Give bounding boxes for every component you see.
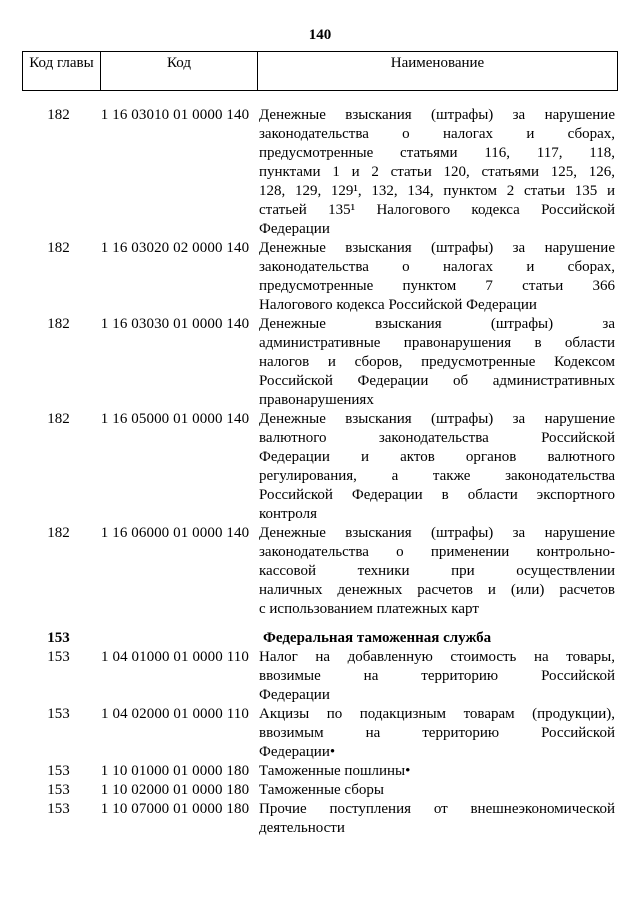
table-row [22, 781, 618, 800]
name-line: Таможенные сборы [259, 782, 384, 798]
section-title: Федеральная таможенная служба [263, 630, 492, 646]
name-line: Денежные взыскания (штрафы) за нарушение [259, 107, 615, 123]
table-row [22, 106, 618, 239]
name-line: наличных денежных расчетов и (или) расчетов [259, 582, 615, 598]
page-number: 140 [308, 27, 332, 43]
name-line: с использованием платежных карт [259, 601, 479, 617]
name-cell [255, 106, 618, 239]
table-row [22, 705, 618, 762]
section-chapter: 153 [47, 630, 70, 646]
table-header [22, 51, 618, 91]
name-line: налогов и сборов, предусмотренные Кодексом [259, 354, 615, 370]
section-code [95, 629, 255, 648]
header-name: Наименование [258, 52, 618, 91]
name-line: административные правонарушения в области [259, 335, 615, 351]
name-line: правонарушениях [259, 392, 374, 408]
name-line: предусмотренные пунктом 7 статьи 366 [259, 278, 615, 294]
code-cell: 1 10 01000 01 0000 180 [100, 763, 250, 779]
name-line: деятельности [259, 820, 345, 836]
code-cell: 1 16 05000 01 0000 140 [100, 411, 250, 427]
name-line: регулирования, а также законодательства [259, 468, 615, 484]
code-cell: 1 10 07000 01 0000 180 [100, 801, 250, 817]
name-line: Российской Федерации об административных [259, 373, 615, 389]
name-line: Федерации [259, 221, 330, 237]
table-body [22, 106, 618, 838]
name-line: статьей 135¹ Налогового кодекса Российской [259, 202, 615, 218]
name-line: Федерации [259, 687, 330, 703]
code-cell: 1 16 03020 02 0000 140 [100, 240, 250, 256]
name-line: контроля [259, 506, 317, 522]
name-line: валютного законодательства Российской [259, 430, 615, 446]
chapter-code-cell: 153 [47, 649, 70, 665]
name-line: предусмотренные статьями 116, 117, 118, [259, 145, 615, 161]
chapter-code-cell: 153 [47, 801, 70, 817]
name-line: Таможенные пошлины• [259, 763, 411, 779]
name-line: 128, 129, 129¹, 132, 134, пунктом 2 статьи 135 и [259, 183, 615, 199]
name-cell [255, 315, 618, 410]
name-cell [255, 800, 618, 838]
name-line: Федерации и актов органов валютного [259, 449, 615, 465]
name-line: Денежные взыскания (штрафы) за [259, 316, 615, 332]
name-line: Налог на добавленную стоимость на товары, [259, 649, 615, 665]
table-row [22, 315, 618, 410]
name-cell [255, 705, 618, 762]
name-line: законодательства о налогах и сборах, [259, 259, 615, 275]
code-cell: 1 04 02000 01 0000 110 [101, 706, 249, 722]
chapter-code-cell: 182 [47, 240, 70, 256]
chapter-code-cell: 153 [47, 782, 70, 798]
chapter-code-cell: 182 [47, 316, 70, 332]
chapter-code-cell: 182 [47, 525, 70, 541]
name-line: Денежные взыскания (штрафы) за нарушение [259, 525, 615, 541]
code-cell: 1 16 03030 01 0000 140 [100, 316, 250, 332]
name-cell [255, 781, 618, 800]
code-cell: 1 04 01000 01 0000 110 [101, 649, 249, 665]
table-row [22, 762, 618, 781]
code-cell: 1 10 02000 01 0000 180 [100, 782, 250, 798]
name-cell [255, 239, 618, 315]
name-line: ввозимые на территорию Российской [259, 668, 615, 684]
name-line: Федерации• [259, 744, 336, 760]
tax-service-rows [22, 106, 618, 619]
table-row [22, 524, 618, 619]
table-row [22, 648, 618, 705]
name-line: Налогового кодекса Российской Федерации [259, 297, 537, 313]
chapter-code-cell: 182 [47, 107, 70, 123]
name-line: Российской Федерации в области экспортного [259, 487, 615, 503]
table-row [22, 239, 618, 315]
name-line: пунктами 1 и 2 статьи 120, статьями 125, 126, [259, 164, 615, 180]
name-cell [255, 410, 618, 524]
name-line: Денежные взыскания (штрафы) за нарушение [259, 411, 615, 427]
code-cell: 1 16 03010 01 0000 140 [100, 107, 250, 123]
table-row [22, 800, 618, 838]
chapter-code-cell: 182 [47, 411, 70, 427]
name-line: кассовой техники при осуществлении [259, 563, 615, 579]
header-code: Код [101, 52, 258, 91]
chapter-code-cell: 153 [47, 706, 70, 722]
name-line: законодательства о налогах и сборах, [259, 126, 615, 142]
name-line: ввозимым на территорию Российской [259, 725, 615, 741]
table-row [22, 410, 618, 524]
section-heading [22, 629, 618, 648]
customs-service-rows [22, 648, 618, 838]
name-line: законодательства о применении контрольно- [259, 544, 615, 560]
chapter-code-cell: 153 [47, 763, 70, 779]
name-line: Прочие поступления от внешнеэкономической [259, 801, 615, 817]
name-line: Акцизы по подакцизным товарам (продукции), [259, 706, 615, 722]
header-chapter-code: Код главы [23, 52, 101, 91]
code-cell: 1 16 06000 01 0000 140 [100, 525, 250, 541]
name-cell [255, 524, 618, 619]
name-cell [255, 648, 618, 705]
name-cell [255, 762, 618, 781]
name-line: Денежные взыскания (штрафы) за нарушение [259, 240, 615, 256]
